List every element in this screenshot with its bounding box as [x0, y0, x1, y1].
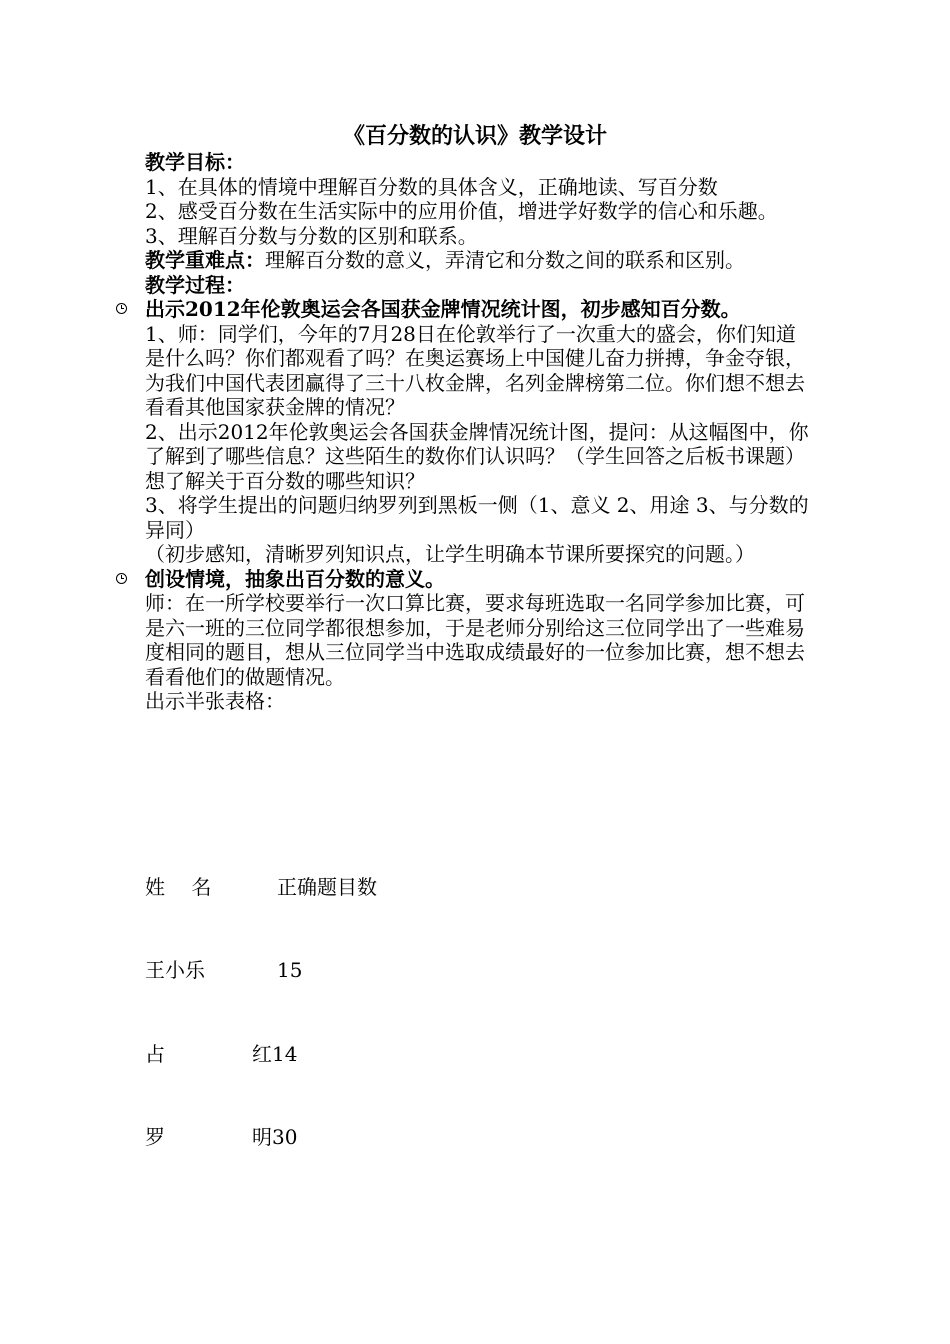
- document-body: [145, 150, 815, 714]
- objective-3: 3、理解百分数与分数的区别和联系。: [145, 223, 478, 248]
- section-1-paragraph-4: （初步感知，清晰罗列知识点，让学生明确本节课所要探究的问题。）: [145, 542, 755, 566]
- objective-1: 1、在具体的情境中理解百分数的具体含义，正确地读、写百分数: [145, 174, 718, 199]
- section-1-heading: [145, 297, 815, 322]
- document-title: 《百分数的认识》教学设计: [342, 123, 607, 149]
- section-1-paragraph-3: 3、将学生提出的问题归纳罗列到黑板一侧（1、意义 2、用途 3、与分数的异同）: [145, 493, 809, 542]
- table-header-correct: 正确题目数: [277, 875, 377, 899]
- table-row-3-value: 明30: [252, 1125, 298, 1149]
- table-row-2-name: 占: [145, 1042, 165, 1066]
- objectives-heading: 教学目标：: [145, 150, 245, 174]
- key-points: [145, 248, 815, 273]
- table-row-1-name: 王小乐: [145, 958, 205, 982]
- objective-2: 2、感受百分数在生活实际中的应用价值，增进学好数学的信心和乐趣。: [145, 199, 778, 223]
- section-2-paragraph-1: 师：在一所学校要举行一次口算比赛，要求每班选取一名同学参加比赛，可是六一班的三位同学都很想参加，于是老师分别给这三位同学出了一些难易度相同的题目，想从三位同学当中选取成绩最好的一位参加比赛，想不想去看看他们的做题情况。: [145, 591, 805, 689]
- process-heading: 教学过程：: [145, 272, 245, 297]
- section-2-paragraph-2: 出示半张表格：: [145, 689, 285, 713]
- clock-bullet-icon: [116, 573, 127, 584]
- key-points-label: 教学重难点：: [145, 248, 265, 272]
- section-2-heading: [145, 567, 815, 592]
- section-1-heading-text: 出示2012年伦敦奥运会各国获金牌情况统计图，初步感知百分数。: [145, 297, 741, 321]
- section-1-paragraph-2: 2、出示2012年伦敦奥运会各国获金牌情况统计图，提问：从这幅图中，你了解到了哪些信息？这些陌生的数你们认识吗？（学生回答之后板书课题）想了解关于百分数的哪些知识？: [145, 419, 809, 493]
- table-row-2-value: 红14: [252, 1042, 298, 1066]
- section-2-heading-text: 创设情境，抽象出百分数的意义。: [145, 566, 445, 591]
- table-header-name: 姓 名: [145, 875, 212, 899]
- table-row-1-value: 15: [277, 958, 303, 982]
- section-1-paragraph-1: 1、师：同学们，今年的7月28日在伦敦举行了一次重大的盛会，你们知道是什么吗？你们都观看了吗？在奥运赛场上中国健儿奋力拼搏，争金夺银，为我们中国代表团赢得了三十八枚金牌，名列金牌榜第二位。你们想不想去看看其他国家获金牌的情况？: [145, 321, 805, 419]
- clock-bullet-icon: [116, 303, 127, 314]
- key-points-text: 理解百分数的意义，弄清它和分数之间的联系和区别。: [265, 248, 745, 272]
- table-row-3-name: 罗: [145, 1125, 165, 1149]
